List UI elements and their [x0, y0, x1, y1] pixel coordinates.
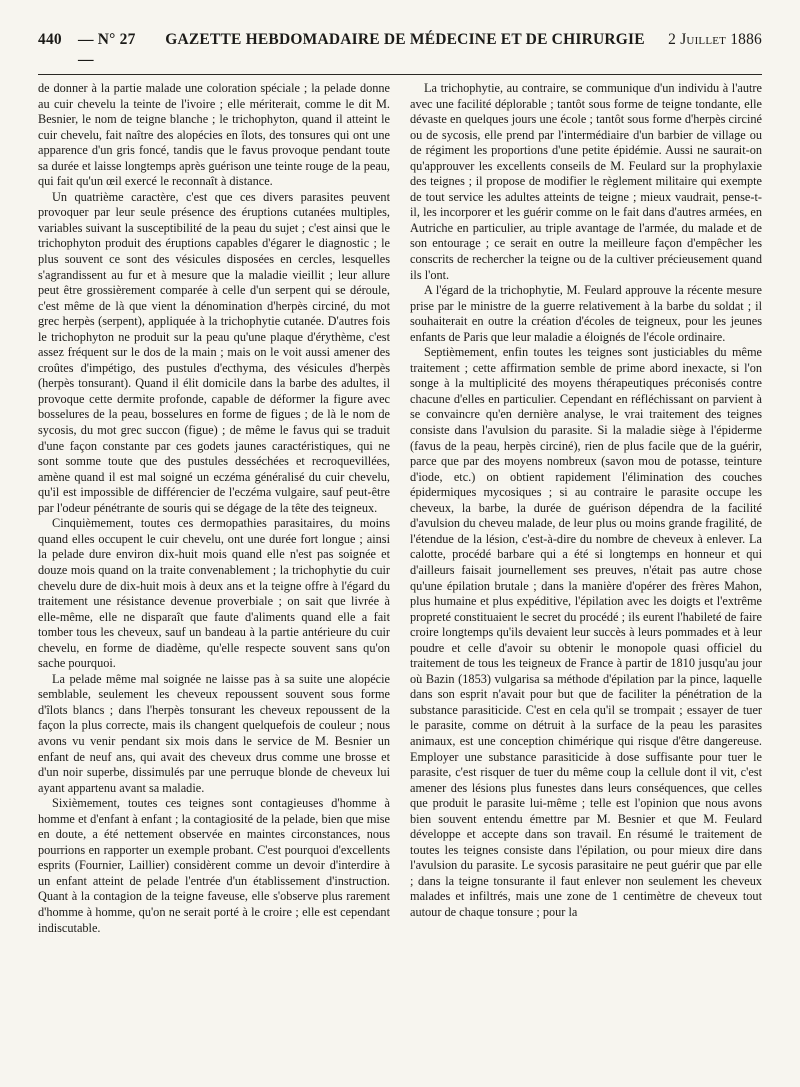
page-number: 440 [38, 31, 62, 48]
page-header [38, 30, 762, 70]
date-year: 1886 [730, 31, 762, 48]
left-column [38, 81, 390, 936]
paragraph: Septièmement, enfin toutes les teignes sont justiciables du même traitement ; cette affirmation semble de prime abord inexacte, si l'on songe à la multiplicité des moyens thérapeutiques préconisés contre chacune d'elles en particulier. Cependant en réfléchissant on parvient à se convaincre qu'en dernière analyse, le vrai traitement des teignes consiste dans l'avulsion du parasite. Si la maladie siège à l'épiderme (favus de la peau, herpès circiné), rien de plus facile que de la guérir, parce que par des moyens nombreux (savon mou de potasse, teinture d'iode, etc.) on obtient rapidement l'élimination des couches épidermiques mycosiques ; si au contraire le parasite occupe les cheveux, la barbe, la durée de guérison dépendra de la facilité d'avulsion du cheveu malade, de leur plus ou moins grande fragilité, de l'étendue de la lésion, c'est-à-dire du nombre de cheveux à enlever. La calotte, procédé barbare qui a été si longtemps en honneur et qui d'ailleurs faisait journellement ses preuves, n'était pas autre chose qu'une épilation brutale ; dans la manière d'opérer des frères Mahon, plus humaine et plus expéditive, l'épilation avec les doigts et l'extrême propreté constituaient le secret du procédé ; ils eurent l'habileté de faire croire longtemps qu'ils devaient leur succès à leurs pommades et à leur poudre et celle d'avoir su obtenir le monopole quasi officiel du traitement de tous les teigneux de France à partir de 1810 jusqu'au jour où Bazin (1853) vulgarisa sa méthode d'épilation par la pince, laquelle dans son esprit n'avait pour but que de faciliter la pénétration de la substance parasiticide. C'est en cela qu'il se trompait ; essayer de tuer le parasite, comme on détruit à la surface de la peau les parasites animaux, est une conception chimérique qui risque d'être dangereuse. Employer une substance parasiticide à dose suffisante pour tuer le parasite, c'est risquer de tuer du même coup la cellule dont il vit, c'est amener des lésions plus funestes dans leurs conséquences, que celles que produit le parasite lui-même ; telle est l'opinion que nous avons bien souvent entendu émettre par M. Besnier et que M. Feulard développe et accepte dans son travail. En résumé le traitement de toutes les teignes consiste dans l'épilation, ou pour mieux dire dans l'avulsion du parasite. Le sycosis parasitaire ne peut guérir que par elle ; dans la teigne tonsurante il faut enlever non seulement les cheveux malades et infiltrés, mais une zone de 1 centimètre de cheveux tout autour de chaque tonsure ; pour la [410, 345, 762, 919]
paragraph: Sixièmement, toutes ces teignes sont contagieuses d'homme à homme et d'enfant à enfant ; la contagiosité de la pelade, bien que mise en doute, a été nettement observée en maintes circonstances, nous pourrions en rapporter un exemple probant. C'est pourquoi d'excellents esprits (Fournier, Laillier) considèrent comme un devoir d'interdire à un enfant atteint de pelade l'entrée d'un établissement d'instruction. Quant à la contagion de la teigne faveuse, elle s'observe plus rarement d'homme à homme, qu'on ne serait porté à le croire ; elle est cependant indiscutable. [38, 796, 390, 935]
paragraph: Un quatrième caractère, c'est que ces divers parasites peuvent provoquer par leur seule présence des éruptions cutanées multiples, variables suivant la susceptibilité de la peau du sujet ; c'est ainsi que le trichophyton produit des éruptions capables d'égarer le diagnostic ; le plus souvent ce sont des vésicules disposées en cercles, lesquelles s'agrandissent au fur et à mesure que la maladie vieillit ; leur allure peut être grossièrement comparée à celle d'un serpent qui se déroule, c'est même de là que vient la dénomination d'herpès circiné, du mot grec herpès (serpent), appliquée à la trichophytie cutanée. D'autres fois le trichophyton ne produit sur la peau qu'une plaque d'érythème, c'est assez fréquent sur le dos de la main ; mais on le voit aussi amener des croûtes d'impétigo, des pustules d'ecthyma, des vésicules d'herpès (herpès tonsurant). Quand il élit domicile dans la barbe des adultes, il provoque cette dermite profonde, capable de déformer la figure avec bosselures de la peau, bosselures en forme de figues ; de là le nom de sycosis, du mot grec succon (figue) ; de même le favus qui se traduit d'une façon constante par ces godets jaunes caractéristiques, qui ne sont somme toute que des pustules desséchées et recroquevillées, amène quand il est mal soigné un eczéma généralisé du cuir chevelu, qu'il est impossible de différencier de l'eczéma vulgaire, sauf peut-être par l'odeur pénétrante de souris qui se dégage de la tête des teigneux. [38, 189, 390, 515]
date-month: Juillet [680, 31, 727, 48]
right-column [410, 81, 762, 936]
paragraph: de donner à la partie malade une coloration spéciale ; la pelade donne au cuir chevelu la teinte de l'ivoire ; elle mériterait, comme le dit M. Besnier, le nom de teigne blanche ; le trichophyton, quand il atteint le cuir chevelu, fait naître des alopécies en îlots, des tonsures qui ont une apparence d'un gris foncé, tandis que le favus provoque pendant toute sa durée et laisse longtemps après guérison une teinte rouge de la peau, qui fait qu'un œil exercé le reconnaît à distance. [38, 81, 390, 189]
paragraph: La trichophytie, au contraire, se communique d'un individu à l'autre avec une facilité déplorable ; tantôt sous forme de teigne tondante, elle dévaste en quelques jours une école ; tantôt sous forme d'herpès circiné ou de sycosis, elle prend par l'intermédiaire d'un barbier de village ou de régiment les proportions d'une petite épidémie. Aussi ne saurait-on qu'approuver les excellents conseils de M. Feulard sur la prophylaxie des teignes ; il propose de modifier le règlement militaire qui exempte de tout service les adultes atteints de teigne ; mieux vaudrait, pense-t-il, les incorporer et les guérir comme on le fait dans d'autres armées, en Autriche en particulier, au triple avantage de l'armée, du malade et de son entourage ; ce serait en outre la meilleure façon d'empêcher les conscrits de rechercher la teigne ou de la cultiver précieusement quand ils l'ont. [410, 81, 762, 282]
journal-title: GAZETTE HEBDOMADAIRE DE MÉDECINE ET DE CHIRURGIE [165, 31, 645, 48]
paragraph: Cinquièmement, toutes ces dermopathies parasitaires, du moins quand elles occupent le cuir chevelu, ont une durée fort longue ; ainsi la pelade dure environ dix-huit mois quand elle n'est pas soignée et douze mois quand on la traite convenablement ; la trichophytie du cuir chevelu dure de dix-huit mois à deux ans et la teigne offre à l'égard du traitement une résistance devenue proverbiale ; on sait que livrée à elle-même, elle ne disparaît que faute d'aliments quand elle a fait tomber tous les cheveux, sauf un bandeau à la partie antérieure du cuir chevelu, en forme de diadème, qu'elle respecte souvent sans qu'on sache pourquoi. [38, 516, 390, 671]
paragraph: La pelade même mal soignée ne laisse pas à sa suite une alopécie semblable, seulement les cheveux repoussent souvent sous forme d'îlots blancs ; dans l'herpès tonsurant les cheveux repoussent de la façon la plus correcte, mais ils changent quelquefois de couleur ; nous avons vu venir pendant six mois dans le service de M. Besnier un enfant de neuf ans, qui avait des cheveux drus comme une brosse et d'un noir superbe, dissimulés par une perruque blonde de cheveux lui ayant appartenu avant sa maladie. [38, 671, 390, 795]
paragraph: A l'égard de la trichophytie, M. Feulard approuve la récente mesure prise par le ministre de la guerre relativement à la barbe du soldat ; il souhaiterait en outre la création d'écoles de teigneux, pour les jeunes enfants de Paris que leur maladie a éloignés de l'école ordinaire. [410, 283, 762, 344]
issue-date [662, 30, 762, 50]
date-day: 2 [668, 31, 677, 48]
issue-number: — N° 27 — [78, 31, 136, 68]
article-columns [38, 81, 762, 936]
header-rule [38, 74, 762, 75]
